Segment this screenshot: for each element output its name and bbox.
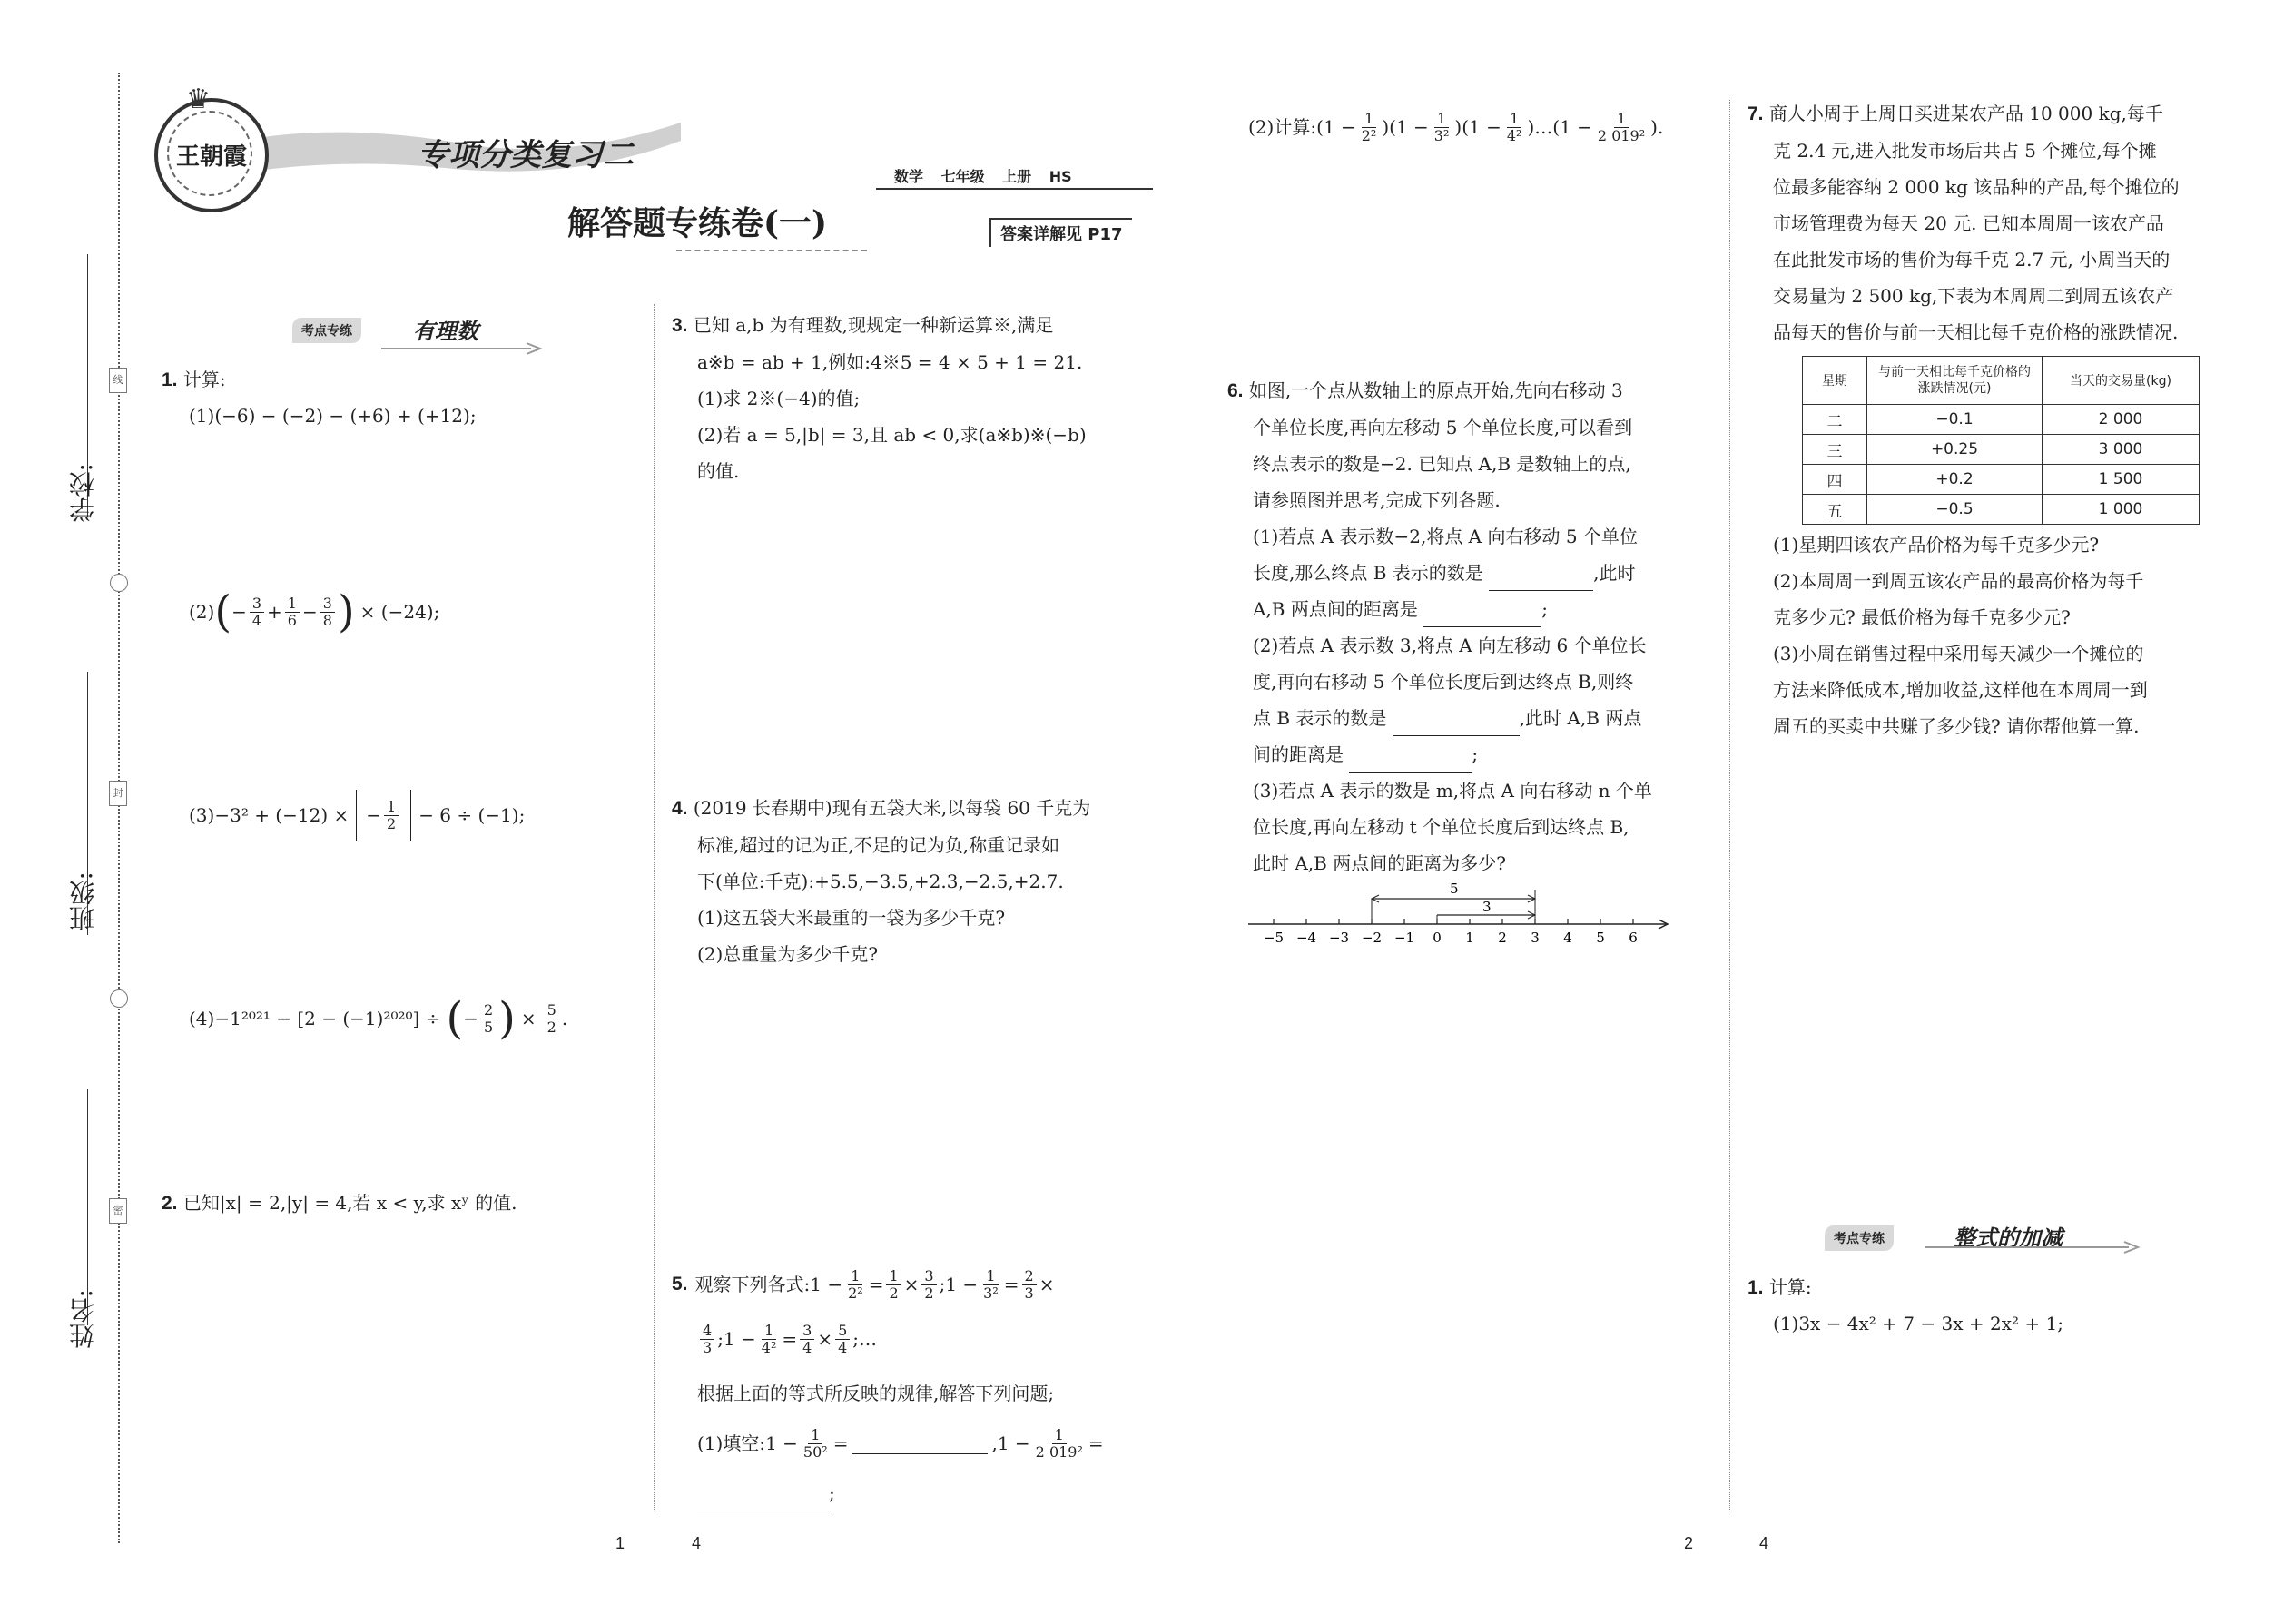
table-cell: 1 000 xyxy=(2043,495,2200,525)
q6-line11b: ; xyxy=(1472,743,1479,765)
q3-line5: 的值. xyxy=(697,460,740,482)
q6-line7b: ; xyxy=(1541,598,1548,620)
q1-part4-prefix: (4)−1²⁰²¹ − [2 − (−1)²⁰²⁰] ÷ xyxy=(189,1008,441,1029)
fraction: $\frac{1}{\text{3²}}$ xyxy=(983,1266,999,1302)
q7-sub2b: 克多少元? 最低价格为每千克多少元? xyxy=(1773,606,2071,628)
table-row xyxy=(1803,495,2200,525)
q6-line6: 长度,那么终点 B 表示的数是 xyxy=(1253,562,1483,584)
q2 xyxy=(162,1185,517,1222)
q7-sub3c: 周五的买卖中共赚了多少钱? 请你帮他算一算. xyxy=(1773,715,2140,737)
answer-ref: 答案详解见 P17 xyxy=(989,218,1132,247)
fraction: $\frac{5}{4}$ xyxy=(835,1323,850,1356)
axis-tick-label: 4 xyxy=(1563,930,1572,946)
answer-blank[interactable] xyxy=(697,1491,829,1511)
table-row xyxy=(1803,435,2200,465)
binding-mark-1: 线 xyxy=(109,368,127,393)
q6-line1: 如图,一个点从数轴上的原点开始,先向右移动 3 xyxy=(1248,379,1623,401)
q1-part2-prefix: (2) xyxy=(189,601,215,623)
fraction: $\frac{2}{5}$ xyxy=(481,1002,496,1036)
axis-tick-label: −2 xyxy=(1361,930,1383,946)
fraction: $\frac{1}{\text{50²}}$ xyxy=(802,1425,828,1461)
q1-part3: (3)−3² + (−12) × − $\frac{1}{2}$ − 6 ÷ (−1); xyxy=(189,790,525,841)
answer-blank[interactable] xyxy=(1393,715,1520,736)
q3 xyxy=(672,307,1087,489)
q6-line6b: ,此时 xyxy=(1593,562,1636,584)
q4-line2: 标准,超过的记为正,不足的记为负,称重记录如 xyxy=(697,834,1060,856)
q3-line1: 已知 a,b 为有理数,现规定一种新运算※,满足 xyxy=(693,314,1054,336)
q5-line6: (2)计算: (1 − $\frac{1}{\text{2²}}$ ) (1 − $\frac{1}{\text{3²}}$ ) (1 − $\frac{1}{\text{4²}}$ ) …(1 − $\frac{1}{\text{2 019²}}$ ). xyxy=(1248,109,1664,144)
q6-line12: (3)若点 A 表示的数是 m,将点 A 向右移动 n 个单 xyxy=(1253,780,1652,802)
q6-line10b: ,此时 A,B 两点 xyxy=(1519,707,1642,729)
logo-badge xyxy=(154,98,269,212)
table-cell: 1 500 xyxy=(2043,465,2200,495)
q7-subquestions xyxy=(1773,527,2148,744)
q5-line2: $\frac{4}{3}$ ;1 − $\frac{1}{\text{4²}}$ = $\frac{3}{4}$ × $\frac{5}{4}$ ;… xyxy=(697,1321,877,1357)
fraction: $\frac{2}{3}$ xyxy=(1022,1268,1037,1302)
axis-tick-label: −1 xyxy=(1393,930,1415,946)
arrow-label-3: 3 xyxy=(1482,899,1492,915)
q4-line5: (2)总重量为多少千克? xyxy=(697,943,879,965)
q6-line8: (2)若点 A 表示数 3,将点 A 向左移动 6 个单位长 xyxy=(1253,635,1647,656)
q4-line4: (1)这五袋大米最重的一袋为多少千克? xyxy=(697,907,1006,929)
crown-icon: ♛ xyxy=(186,84,211,115)
q7-line7: 品每天的售价与前一天相比每千克价格的涨跌情况. xyxy=(1773,321,2179,343)
s2-q1-part1: (1)3x − 4x² + 7 − 3x + 2x² + 1; xyxy=(1773,1313,2063,1334)
section-title: 有理数 xyxy=(413,319,478,344)
price-table xyxy=(1802,356,2200,525)
fraction: $\frac{5}{2}$ xyxy=(545,1002,559,1036)
q5-line5: ; xyxy=(697,1475,835,1511)
name-label: 姓名: xyxy=(68,1289,98,1349)
fraction: $\frac{4}{3}$ xyxy=(700,1323,714,1356)
binding-mark-2: 封 xyxy=(109,781,127,806)
table-cell: 四 xyxy=(1803,465,1867,495)
q6-number: 6. xyxy=(1227,380,1244,401)
meta-text: 数学 七年级 上册 HS xyxy=(894,168,1072,185)
fraction: $\frac{1}{\text{2 019²}}$ xyxy=(1597,109,1646,144)
q7-sub3b: 方法来降低成本,增加收益,这样他在本周周一到 xyxy=(1773,679,2148,701)
q1-part3-prefix: (3)−3² + (−12) × xyxy=(189,804,350,826)
title-underline xyxy=(676,250,867,251)
q5-line4-prefix: (1)填空:1 − xyxy=(697,1432,798,1454)
section-title: 整式的加减 xyxy=(1954,1225,2063,1251)
axis-tick-label: 6 xyxy=(1629,930,1638,946)
q1-label: 计算: xyxy=(182,369,226,390)
table-header-cell: 当天的交易量(kg) xyxy=(2043,357,2200,405)
q7-sub3a: (3)小周在销售过程中采用每天减少一个摊位的 xyxy=(1773,643,2144,664)
q6-line4: 请参照图并思考,完成下列各题. xyxy=(1253,489,1501,511)
table-cell: −0.1 xyxy=(1867,405,2043,435)
axis-tick-label: 2 xyxy=(1498,930,1507,946)
q7-line5: 在此批发市场的售价为每千克 2.7 元, 小周当天的 xyxy=(1773,249,2171,271)
fraction: $\frac{1}{\text{2²}}$ xyxy=(1361,109,1377,144)
q6 xyxy=(1227,372,1652,881)
fraction: $\frac{1}{\text{2 019²}}$ xyxy=(1035,1425,1083,1461)
q6-line13: 位长度,再向左移动 t 个单位长度后到达终点 B, xyxy=(1253,816,1629,838)
q5-number: 5. xyxy=(672,1274,688,1294)
table-cell: 二 xyxy=(1803,405,1867,435)
axis-tick-label: −5 xyxy=(1263,930,1285,946)
q4 xyxy=(672,790,1090,972)
binding-mark-3: 密 xyxy=(109,1198,127,1224)
page-number: 4 xyxy=(1759,1534,1769,1552)
fraction: $\frac{1}{\text{4²}}$ xyxy=(1506,109,1522,144)
section-badge: 考点专练 xyxy=(292,318,361,343)
q7-sub1: (1)星期四该农产品价格为每千克多少元? xyxy=(1773,534,2100,556)
s2-q1-label: 计算: xyxy=(1768,1276,1812,1298)
q6-line10: 点 B 表示的数是 xyxy=(1253,707,1387,729)
q1-part4: (4)−1²⁰²¹ − [2 − (−1)²⁰²⁰] ÷ ( − $\frac{2}{5}$ ) × $\frac{5}{2}$ . xyxy=(189,993,568,1044)
q6-line11: 间的距离是 xyxy=(1253,743,1344,765)
fraction: $\frac{3}{8}$ xyxy=(320,595,335,629)
fraction: $\frac{3}{4}$ xyxy=(250,595,264,629)
fraction: $\frac{1}{\text{2²}}$ xyxy=(848,1266,863,1302)
page-number: 4 xyxy=(692,1534,702,1552)
table-cell: 五 xyxy=(1803,495,1867,525)
q3-number: 3. xyxy=(672,315,688,336)
table-cell: 三 xyxy=(1803,435,1867,465)
binding-hole-2 xyxy=(110,989,128,1008)
s2-q1-number: 1. xyxy=(1748,1277,1764,1298)
q6-line7: A,B 两点间的距离是 xyxy=(1253,598,1418,620)
table-cell: 2 000 xyxy=(2043,405,2200,435)
q5-line1: 5. 观察下列各式:1 − $\frac{1}{\text{2²}}$ = $\frac{1}{2}$ × $\frac{3}{2}$ ;1 − $\frac{1}{\text{3²}}$ = $\frac{2}{3}$ × xyxy=(672,1266,1055,1302)
q3-line3: (1)求 2※(−4)的值; xyxy=(697,388,861,409)
q6-line14: 此时 A,B 两点间的距离为多少? xyxy=(1253,852,1506,874)
page-number: 1 xyxy=(615,1534,625,1552)
table-cell: 3 000 xyxy=(2043,435,2200,465)
q7 xyxy=(1748,95,2180,350)
q7-sub2a: (2)本周周一到周五该农产品的最高价格为每千 xyxy=(1773,570,2144,592)
main-title: 解答题专练卷(一) xyxy=(567,204,828,242)
number-line-figure xyxy=(1248,879,1684,955)
school-label: 学校: xyxy=(68,463,98,523)
q2-text: 已知|x| = 2,|y| = 4,若 x < y,求 xʸ 的值. xyxy=(182,1192,517,1214)
q3-line4: (2)若 a = 5,|b| = 3,且 ab < 0,求(a※b)※(−b) xyxy=(697,424,1087,446)
answer-blank[interactable] xyxy=(1349,752,1472,773)
series-title: 专项分类复习二 xyxy=(418,137,634,173)
arrow-label-5: 5 xyxy=(1450,881,1459,897)
price-table-wrap xyxy=(1802,356,2200,525)
table-header-cell: 与前一天相比每千克价格的涨跌情况(元) xyxy=(1867,357,2043,405)
number-line xyxy=(1248,879,1684,951)
q3-line2: a※b = ab + 1,例如:4※5 = 4 × 5 + 1 = 21. xyxy=(697,351,1083,373)
fraction: $\frac{1}{2}$ xyxy=(886,1268,901,1302)
q1-part3-tail: − 6 ÷ (−1); xyxy=(418,804,526,826)
q7-number: 7. xyxy=(1748,103,1764,124)
q1 xyxy=(162,361,226,399)
q7-line6: 交易量为 2 500 kg,下表为本周周二到周五该农产 xyxy=(1773,285,2174,307)
q6-line3: 终点表示的数是−2. 已知点 A,B 是数轴上的点, xyxy=(1253,453,1631,475)
q1-part2: (2) ( − $\frac{3}{4}$ + $\frac{1}{6}$ − $\frac{3}{8}$ ) × (−24); xyxy=(189,586,440,637)
answer-blank[interactable] xyxy=(1489,570,1593,591)
class-label: 班级: xyxy=(68,871,98,931)
section-arrow xyxy=(381,341,545,359)
q6-line5: (1)若点 A 表示数−2,将点 A 向右移动 5 个单位 xyxy=(1253,526,1638,547)
page-number: 2 xyxy=(1684,1534,1694,1552)
q1-number: 1. xyxy=(162,369,178,390)
fraction: $\frac{3}{4}$ xyxy=(800,1323,814,1356)
q1-part2-tail: × (−24); xyxy=(359,601,440,623)
q5-line4: (1)填空:1 − $\frac{1}{\text{50²}}$ = ,1 − $\frac{1}{\text{2 019²}}$ = xyxy=(697,1425,1104,1461)
table-row xyxy=(1803,405,2200,435)
binding-line xyxy=(118,73,120,1543)
fraction: $\frac{1}{2}$ xyxy=(384,799,399,832)
fraction: $\frac{1}{6}$ xyxy=(285,595,300,629)
q7-line3: 位最多能容纳 2 000 kg 该品种的产品,每个摊位的 xyxy=(1773,176,2180,198)
q7-line2: 克 2.4 元,进入批发市场后共占 5 个摊位,每个摊 xyxy=(1773,140,2157,162)
q6-line9: 度,再向右移动 5 个单位长度后到达终点 B,则终 xyxy=(1253,671,1634,693)
fraction: $\frac{1}{\text{4²}}$ xyxy=(761,1321,777,1356)
logo-text: 王朝霞 xyxy=(175,143,247,171)
axis-tick-label: 3 xyxy=(1531,930,1540,946)
axis-tick-label: 5 xyxy=(1596,930,1605,946)
table-header-cell: 星期 xyxy=(1803,357,1867,405)
axis-tick-label: 1 xyxy=(1465,930,1474,946)
table-cell: +0.2 xyxy=(1867,465,2043,495)
table-cell: +0.25 xyxy=(1867,435,2043,465)
section-badge: 考点专练 xyxy=(1825,1225,1894,1251)
q4-line1: (2019 长春期中)现有五袋大米,以每袋 60 千克为 xyxy=(693,797,1091,819)
q4-number: 4. xyxy=(672,798,688,819)
s2-q1 xyxy=(1748,1269,1812,1306)
q4-line3: 下(单位:千克):+5.5,−3.5,+2.3,−2.5,+2.7. xyxy=(697,871,1064,892)
binding-hole-1 xyxy=(110,574,128,592)
q5-line3: 根据上面的等式所反映的规律,解答下列问题; xyxy=(697,1383,1055,1404)
fraction: $\frac{3}{2}$ xyxy=(921,1268,936,1302)
q2-number: 2. xyxy=(162,1193,178,1214)
meta-line xyxy=(876,188,1153,190)
axis-tick-label: −4 xyxy=(1295,930,1317,946)
answer-blank[interactable] xyxy=(1423,606,1541,627)
table-cell: −0.5 xyxy=(1867,495,2043,525)
table-row xyxy=(1803,465,2200,495)
q1-part4-tail: × xyxy=(520,1008,537,1029)
q5-line6-prefix: (2)计算: xyxy=(1248,116,1317,138)
axis-tick-label: 0 xyxy=(1433,930,1442,946)
q5-line1-prefix: 观察下列各式:1 − xyxy=(694,1274,843,1295)
q6-line2: 个单位长度,再向左移动 5 个单位长度,可以看到 xyxy=(1253,417,1633,438)
column-separator-2 xyxy=(1729,100,1730,1511)
section-arrow xyxy=(1925,1240,2142,1258)
table-header-row xyxy=(1803,357,2200,405)
axis-tick-label: −3 xyxy=(1328,930,1350,946)
column-separator-1 xyxy=(654,304,655,1511)
q7-line1: 商人小周于上周日买进某农产品 10 000 kg,每千 xyxy=(1768,103,2163,124)
q7-line4: 市场管理费为每天 20 元. 已知本周周一该农产品 xyxy=(1773,212,2164,234)
q1-part1: (1)(−6) − (−2) − (+6) + (+12); xyxy=(189,405,477,427)
answer-blank[interactable] xyxy=(852,1433,988,1454)
fraction: $\frac{1}{\text{3²}}$ xyxy=(1433,109,1450,144)
